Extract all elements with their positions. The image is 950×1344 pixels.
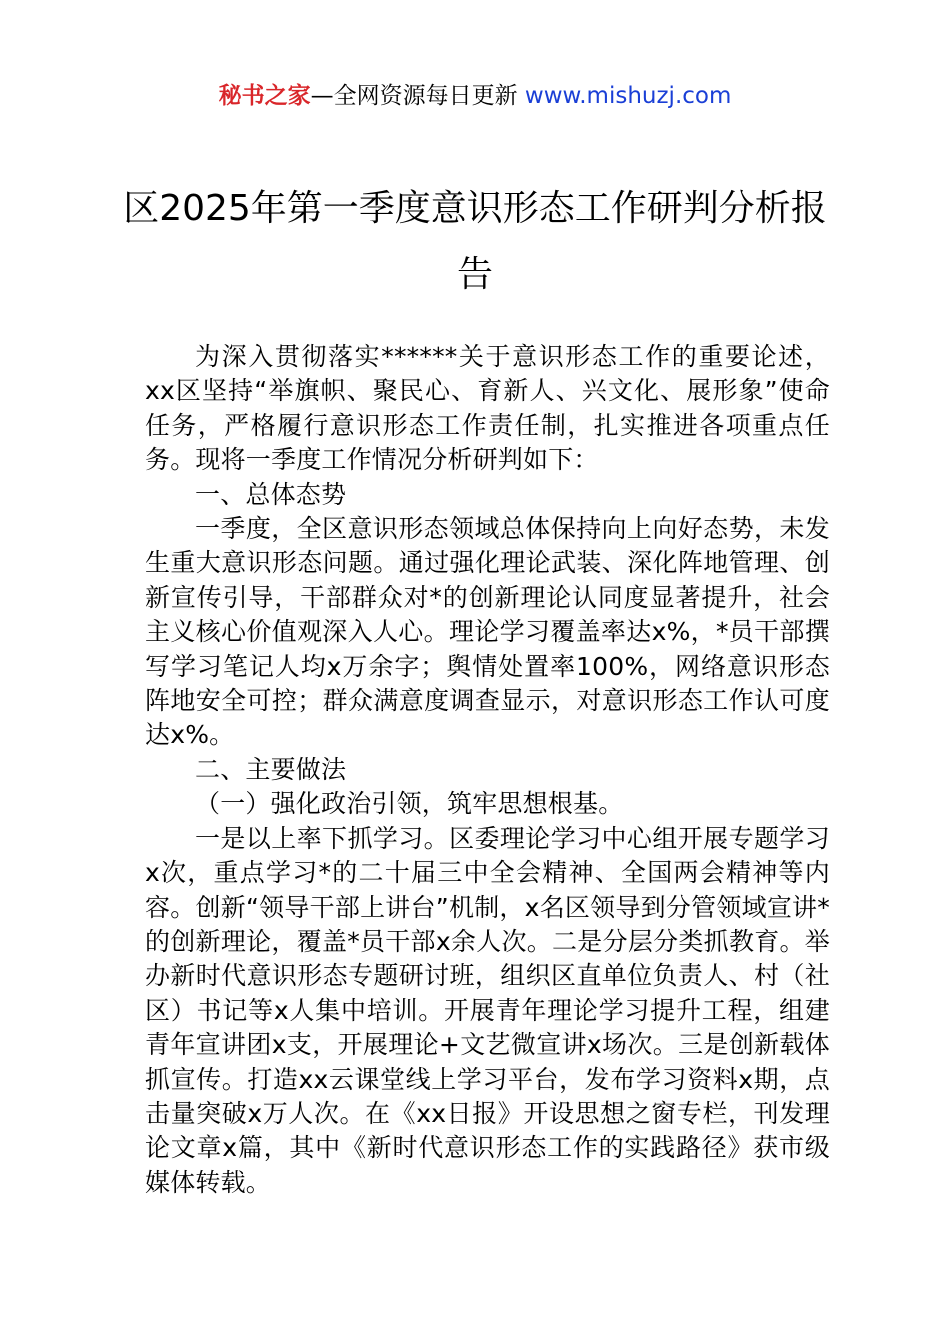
document-title: 区2025年第一季度意识形态工作研判分析报告 [123,188,827,295]
site-brand: 秘书之家 [218,83,311,109]
site-banner [0,80,950,112]
site-slogan: —全网资源每日更新 [310,83,518,109]
paragraph-political-guidance: 一是以上率下抓学习。区委理论学习中心组开展专题学习x次，重点学习*的二十届三中全会精神、全国两会精神等内容。创新“领导干部上讲台”机制，x名区领导到分管领域宣讲*的创新理论，覆盖*员干部x余人次。二是分层分类抓教育。举办新时代意识形态专题研讨班，组织区直单位负责人、村（社区）书记等x人集中培训。开展青年理论学习提升工程，组建青年宣讲团x支，开展理论+文艺微宣讲x场次。三是创新载体抓宣传。打造xx云课堂线上学习平台，发布学习资料x期，点击量突破x万人次。在《xx日报》开设思想之窗专栏，刊发理论文章x篇，其中《新时代意识形态工作的实践路径》获市级媒体转载。 [145,823,830,1197]
heading-overall-situation: 一、总体态势 [195,479,347,509]
paragraph-overall-situation: 一季度，全区意识形态领域总体保持向上向好态势，未发生重大意识形态问题。通过强化理论武装、深化阵地管理、创新宣传引导，干部群众对*的创新理论认同度显著提升，社会主义核心价值观深入人心。理论学习覆盖率达x%，*员干部撰写学习笔记人均x万余字；舆情处置率100%，网络意识形态阵地安全可控；群众满意度调查显示，对意识形态工作认可度达x%。 [145,514,830,750]
document-body [145,340,830,1200]
site-url-link[interactable]: www.mishuzj.com [524,83,732,109]
paragraph-intro: 为深入贯彻落实******关于意识形态工作的重要论述，xx区坚持“举旗帜、聚民心、育新人、兴文化、展形象”使命任务，严格履行意识形态工作责任制，扎实推进各项重点任务。现将一季度工作情况分析研判如下： [145,342,830,475]
subheading-political-guidance: （一）强化政治引领，筑牢思想根基。 [195,789,624,819]
heading-main-practices: 二、主要做法 [195,754,347,784]
